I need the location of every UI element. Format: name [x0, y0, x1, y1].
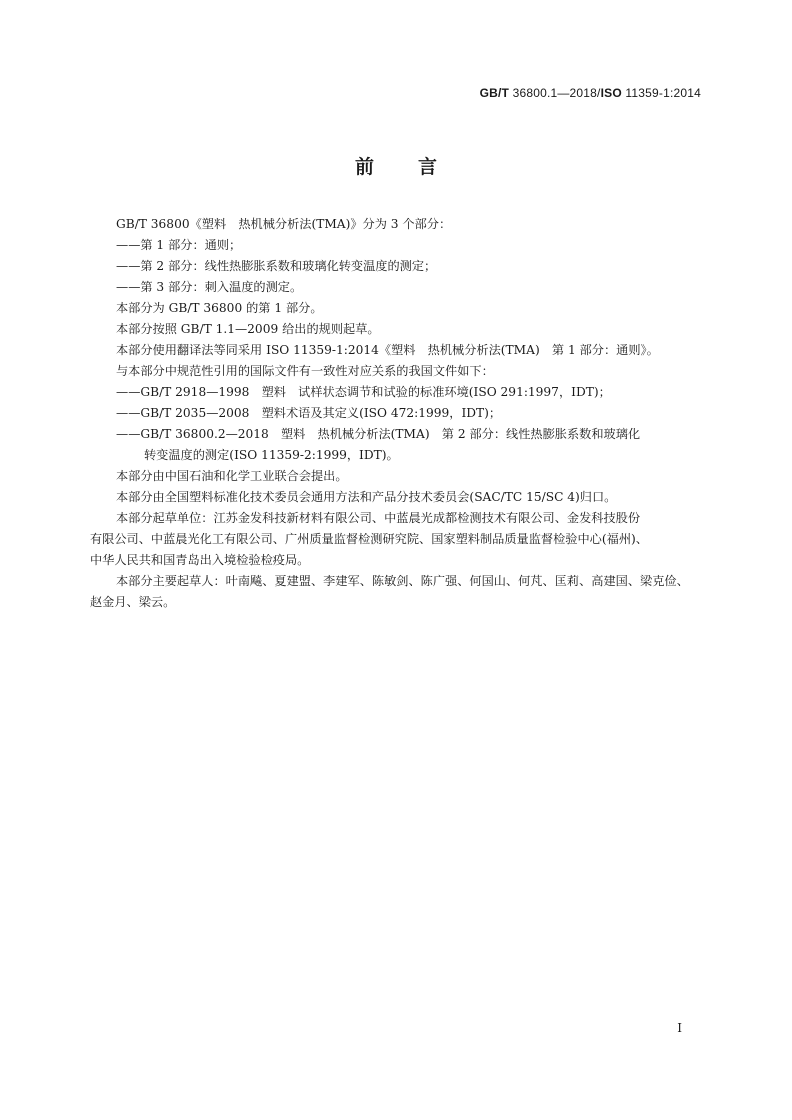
paragraph-this-part: 本部分为 GB/T 36800 的第 1 部分。 [116, 301, 323, 315]
paragraph-parts-intro: GB/T 36800《塑料 热机械分析法(TMA)》分为 3 个部分： [116, 217, 452, 231]
standard-code-header [480, 86, 701, 100]
page-title: 前言 [354, 156, 481, 178]
paragraph-proposed-by: 本部分由中国石油和化学工业联合会提出。 [116, 469, 348, 483]
page-number: I [677, 1021, 682, 1035]
standard-code-number: 36800.1—2018/ [509, 86, 601, 100]
list-item-ref-36800-2: ——GB/T 36800.2—2018 塑料 热机械分析法(TMA) 第 2 部分：线性热膨胀系数和玻璃化 [116, 427, 641, 441]
list-item-ref-2035: ——GB/T 2035—2008 塑料术语及其定义(ISO 472:1999，IDT)； [116, 406, 502, 420]
list-item-part-1: ——第 1 部分：通则； [116, 238, 242, 252]
list-item-part-3: ——第 3 部分：刺入温度的测定。 [116, 280, 303, 294]
foreword-body [90, 214, 702, 613]
paragraph-normative-refs: 与本部分中规范性引用的国际文件有一致性对应关系的我国文件如下： [116, 364, 494, 378]
paragraph-drafters-cont: 赵金月、梁云。 [90, 595, 176, 609]
paragraph-drafting-units: 本部分起草单位：江苏金发科技新材料有限公司、中蓝晨光成都检测技术有限公司、金发科技股份 [116, 511, 641, 525]
list-item-ref-2918: ——GB/T 2918—1998 塑料 试样状态调节和试验的标准环境(ISO 291:1997，IDT)； [116, 385, 611, 399]
standard-code-prefix: GB/T [479, 86, 510, 100]
paragraph-administered-by: 本部分由全国塑料标准化技术委员会通用方法和产品分技术委员会(SAC/TC 15/SC 4)归口。 [116, 490, 617, 504]
paragraph-translation: 本部分使用翻译法等同采用 ISO 11359-1:2014《塑料 热机械分析法(TMA) 第 1 部分：通则》。 [116, 343, 659, 357]
paragraph-drafting-units-cont-2: 中华人民共和国青岛出入境检验检疫局。 [90, 553, 310, 567]
list-item-part-2: ——第 2 部分：线性热膨胀系数和玻璃化转变温度的测定； [116, 259, 437, 273]
iso-code-prefix: ISO [600, 86, 622, 100]
list-item-ref-36800-2-cont: 转变温度的测定(ISO 11359-2:1999，IDT)。 [144, 448, 399, 462]
paragraph-drafters: 本部分主要起草人：叶南飚、夏建盟、李建军、陈敏剑、陈广强、何国山、何芃、匡莉、高建国、梁克俭、 [116, 574, 689, 588]
paragraph-drafting-units-cont-1: 有限公司、中蓝晨光化工有限公司、广州质量监督检测研究院、国家塑料制品质量监督检验中心(福州)、 [90, 532, 648, 546]
iso-code-number: 11359-1:2014 [621, 86, 701, 100]
paragraph-drafting-rules: 本部分按照 GB/T 1.1—2009 给出的规则起草。 [116, 322, 380, 336]
